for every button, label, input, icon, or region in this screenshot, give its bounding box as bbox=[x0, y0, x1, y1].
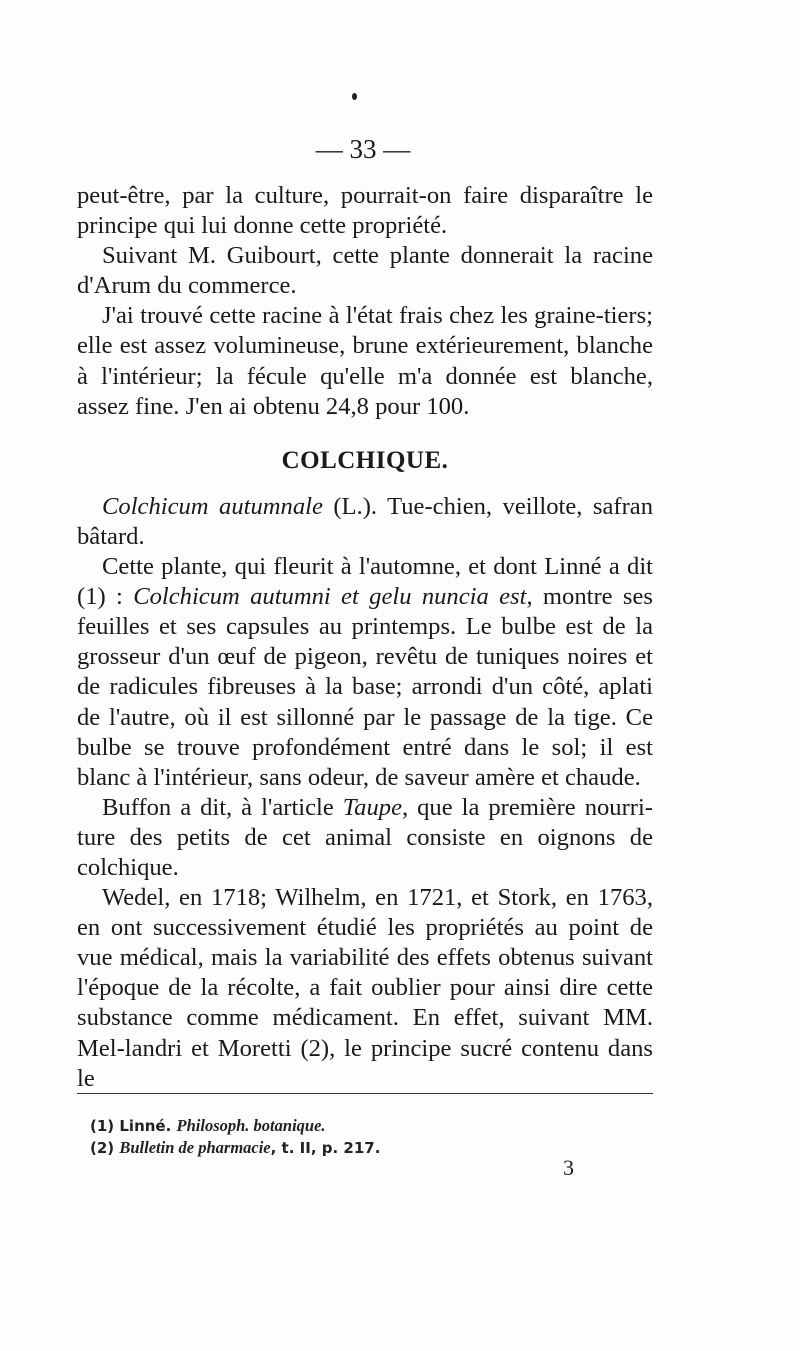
printer-signature: 3 bbox=[563, 1155, 574, 1180]
article-title: Taupe bbox=[342, 793, 402, 821]
footnotes bbox=[90, 1115, 380, 1159]
paragraph-buffon bbox=[77, 793, 653, 883]
paragraph-colchicum-name bbox=[77, 492, 653, 552]
ink-speck bbox=[352, 93, 357, 100]
buffon-start: Buffon a dit, à l'article bbox=[102, 793, 343, 821]
footnote-2-mark: (2) bbox=[90, 1139, 120, 1157]
footnote-1 bbox=[90, 1115, 380, 1137]
footnote-1-title: Philosoph. botanique. bbox=[176, 1116, 326, 1135]
description-rest: , montre ses feuilles et ses capsules au printemps. Le bulbe est de la grosseur d'un œuf de pigeon, revêtu de tuniques noires et de radicules fibreuses à la base; arrondi d'un côté, aplati de l'autre, où il est sillonné par le passage de la tige. Ce bulbe se trouve profondément entré dans le sol; il est blanc à l'intérieur, sans odeur, de saveur amère et chaude. bbox=[77, 583, 653, 791]
footnote-2-title: Bulletin de pharmacie bbox=[119, 1138, 271, 1157]
linnaeus-quote: Colchicum autumni et gelu nuncia est bbox=[133, 583, 527, 611]
buffon-rest: , que la première nourri-ture des petits de cet animal consiste en oignons de colchique. bbox=[77, 793, 653, 881]
footnote-2-rest: , t. II, p. 217. bbox=[270, 1139, 381, 1157]
section-title: COLCHIQUE. bbox=[281, 446, 449, 474]
latin-name: Colchicum autumnale bbox=[102, 492, 323, 520]
description-start: Cette plante, qui fleurit à l'automne, et dont Linné a dit (1) : bbox=[77, 553, 653, 611]
footnote-rule bbox=[77, 1093, 653, 1094]
body-text bbox=[77, 181, 653, 1094]
footnote-1-mark: (1) Linné. bbox=[90, 1117, 177, 1135]
page-number: — 33 — bbox=[315, 134, 411, 164]
paragraph-culture: peut-être, par la culture, pourrait-on faire disparaître le principe qui lui donne cette propriété. bbox=[77, 182, 653, 240]
common-names: (L.). Tue-chien, veillote, safran bâtard. bbox=[77, 492, 654, 550]
paragraph-history: Wedel, en 1718; Wilhelm, en 1721, et Stork, en 1763, en ont successivement étudié les propriétés au point de vue médical, mais la variabilité des effets obtenus suivant l'époque de la récolte, a fait oublier pour ainsi dire cette substance comme médicament. En effet, suivant MM. Mel-landri et Moretti (2), le principe sucré contenu dans le bbox=[77, 884, 653, 1092]
footnote-2 bbox=[90, 1137, 380, 1159]
paragraph-description bbox=[77, 552, 653, 793]
paragraph-arum-root: J'ai trouvé cette racine à l'état frais chez les graine-tiers; elle est assez volumineuse, brune extérieurement, blanche à l'intérieur; la fécule qu'elle m'a donnée est blanche, assez fine. J'en ai obtenu 24,8 pour 100. bbox=[77, 302, 653, 420]
paragraph-guibourt: Suivant M. Guibourt, cette plante donnerait la racine d'Arum du commerce. bbox=[77, 242, 653, 300]
